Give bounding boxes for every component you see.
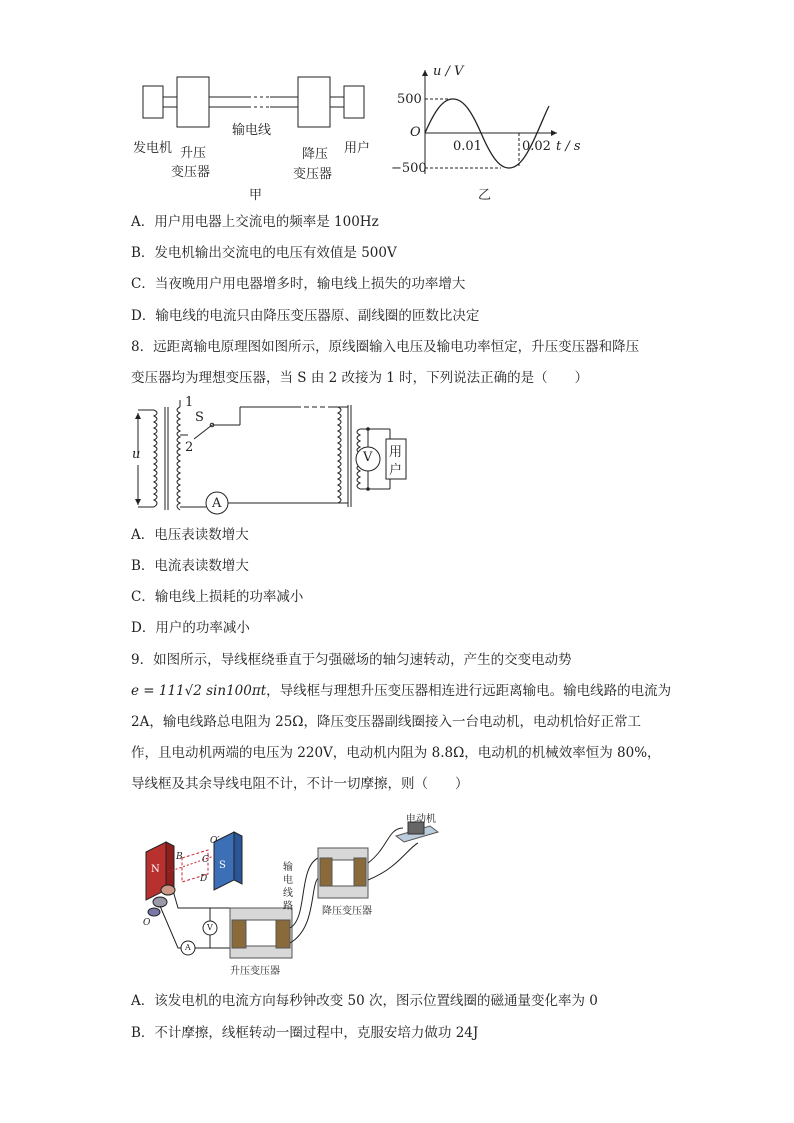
circuit-terminal-2: 2 [185, 440, 194, 455]
q8-option-c: C．输电线上损耗的功率减小 [131, 589, 304, 605]
graph-xtick1: 0.01 [453, 139, 482, 154]
q9-line-label-4: 路 [283, 901, 293, 912]
q9-magnet-s: S [219, 860, 226, 871]
q8-option-b: B．电流表读数增大 [131, 558, 249, 574]
user-box [344, 86, 364, 118]
graph-x-label: t / s [556, 139, 581, 154]
circuit-user-label-2: 户 [389, 463, 403, 478]
q8-stem-line1: 8．远距离输电原理图如图所示，原线圈输入电压及输电功率恒定，升压变压器和降压 [131, 339, 640, 355]
graph-ymin-label: −500 [391, 161, 427, 176]
q9-ammeter-label: A [185, 943, 191, 952]
q9-stem-line3: 2A，输电线路总电阻为 25Ω，降压变压器副线圈接入一台电动机，电动机恰好正常工 [131, 714, 641, 730]
circuit-user-label-1: 用 [389, 445, 403, 460]
q7-option-d: D．输电线的电流只由降压变压器原、副线圈的匝数比决定 [131, 308, 480, 324]
q9-label-b: B [176, 852, 183, 862]
figure-voltage-graph [395, 62, 595, 202]
q9-label-c: C [202, 855, 209, 865]
q9-label-d: D [200, 874, 208, 884]
q9-stem-line1: 9．如图所示，导线框绕垂直于匀强磁场的轴匀速转动，产生的交变电动势 [131, 652, 572, 668]
graph-y-label: u / V [433, 64, 464, 79]
label-stepup-1: 升压 [180, 146, 207, 161]
q7-option-c: C．当夜晚用户用电器增多时，输电线上损失的功率增大 [131, 276, 466, 292]
q9-stem-line4: 作，且电动机两端的电压为 220V，电动机内阻为 8.8Ω，电动机的机械效率恒为 80%， [131, 745, 661, 761]
caption-yi: 乙 [478, 188, 492, 203]
q9-label-o: O [143, 918, 151, 928]
figure-q9-apparatus [138, 808, 448, 978]
q9-emf-formula: e = 111√2 sin100πt [131, 683, 267, 699]
label-stepdown-1: 降压 [302, 147, 329, 162]
label-line: 输电线 [232, 123, 272, 138]
q9-magnet-n: N [151, 864, 160, 875]
q9-stem-line2-text: ，导线框与理想升压变压器相连进行远距离输电。输电线路的电流为 [266, 683, 672, 699]
label-user: 用户 [344, 141, 371, 156]
circuit-switch-s: S [195, 410, 204, 425]
caption-jia: 甲 [249, 188, 263, 203]
circuit-voltmeter-label: V [363, 450, 373, 465]
q9-motor-label: 电动机 [406, 814, 436, 825]
stepup-transformer-box [177, 77, 209, 127]
q7-option-a: A．用户用电器上交流电的频率是 100Hz [131, 214, 379, 230]
q9-stepup-label: 升压变压器 [230, 966, 280, 977]
figure-q8-circuit [128, 395, 418, 520]
label-stepdown-2: 变压器 [293, 167, 333, 182]
generator-box [143, 86, 163, 118]
graph-xtick2: 0.02 [522, 139, 551, 154]
label-stepup-2: 变压器 [171, 165, 211, 180]
graph-origin-label: O [410, 125, 421, 140]
q8-option-a: A．电压表读数增大 [131, 527, 249, 543]
circuit-terminal-1: 1 [185, 395, 194, 410]
q9-option-a: A．该发电机的电流方向每秒钟改变 50 次，图示位置线圈的磁通量变化率为 0 [131, 993, 598, 1009]
graph-ymax-label: 500 [397, 92, 422, 107]
q9-stem-line5: 导线框及其余导线电阻不计，不计一切摩擦，则（ ） [131, 776, 469, 792]
q9-stepdown-label: 降压变压器 [322, 906, 372, 917]
q9-stem-line2 [131, 681, 671, 701]
q9-option-b: B．不计摩擦，线框转动一圈过程中，克服安培力做功 24J [131, 1025, 479, 1041]
stepdown-transformer-box [298, 77, 330, 127]
label-generator: 发电机 [133, 141, 173, 156]
circuit-input-u: u [132, 447, 141, 462]
q9-line-label-1: 输 [283, 862, 293, 873]
q8-option-d: D．用户的功率减小 [131, 620, 250, 636]
q7-option-b: B．发电机输出交流电的电压有效值是 500V [131, 245, 397, 261]
q9-voltmeter-label: V [207, 923, 213, 932]
q8-stem-line2: 变压器均为理想变压器，当 S 由 2 改接为 1 时，下列说法正确的是（ ） [131, 370, 589, 386]
q9-line-label-3: 线 [283, 888, 293, 899]
q9-label-o-prime: O′ [210, 836, 220, 846]
circuit-ammeter-label: A [212, 496, 222, 511]
q9-line-label-2: 电 [283, 875, 293, 886]
